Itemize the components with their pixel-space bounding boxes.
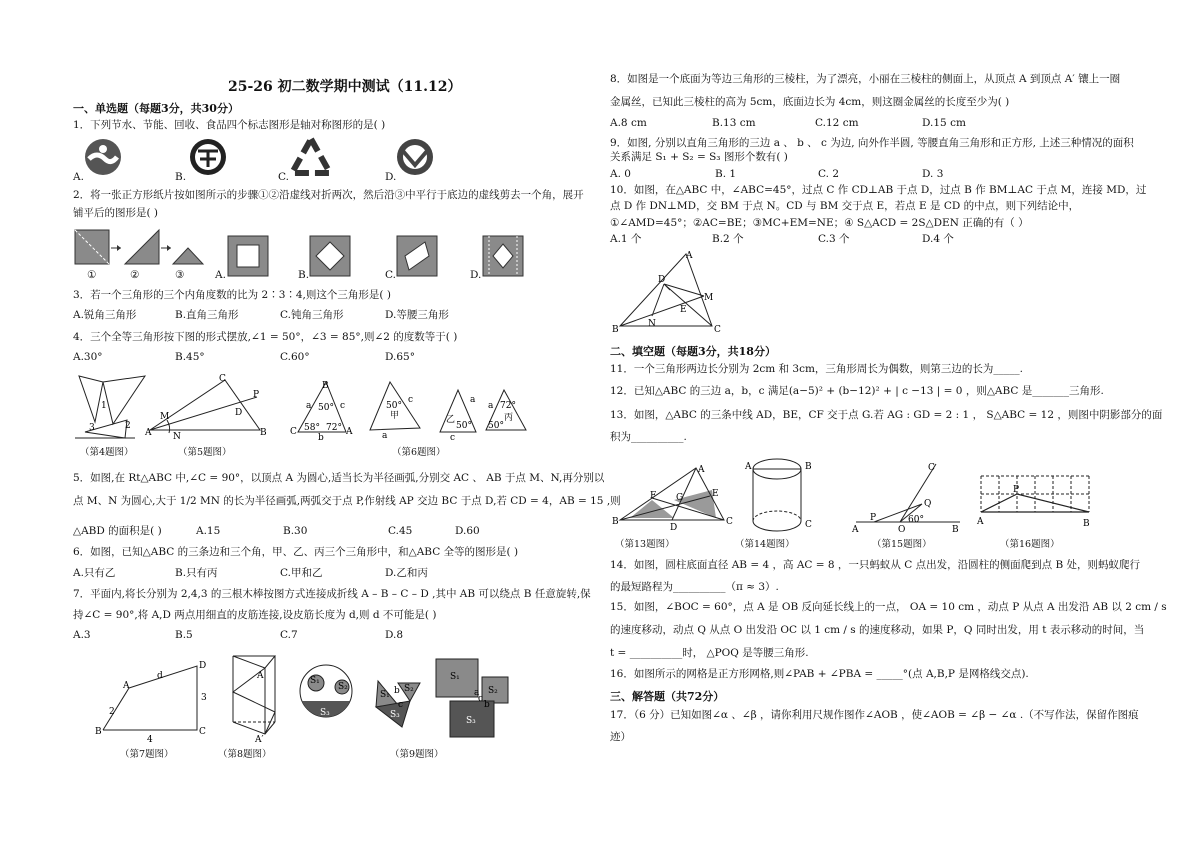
svg-text:O: O [898, 525, 906, 535]
q5-text-line2: 点 M、N 为圆心,大于 1/2 MN 的长为半径画弧,两弧交于点 P,作射线 AP 交边 BC 于点 D,若 CD = 4，AB = 15 ,则 [73, 495, 621, 507]
svg-text:A: A [686, 251, 693, 261]
svg-text:甲: 甲 [390, 411, 400, 421]
svg-text:N: N [173, 432, 181, 442]
q8-figure-caption: （第8题图） [218, 749, 272, 760]
svg-text:S₁: S₁ [310, 676, 320, 686]
q11-text: 11．一个三角形两边长分别为 2cm 和 3cm，三角形周长为偶数，则第三边的长为_____. [610, 363, 1023, 375]
q4-option-c: C.60° [280, 351, 310, 363]
q10-option-b: B.2 个 [712, 233, 744, 245]
svg-text:c: c [398, 700, 404, 710]
svg-text:50°: 50° [456, 421, 472, 431]
q9-figure [298, 655, 538, 740]
q4-option-b: B.45° [175, 351, 205, 363]
q10-option-c: C.3 个 [818, 233, 850, 245]
svg-text:C: C [726, 517, 733, 527]
q15-figure [852, 460, 962, 535]
svg-text:E: E [680, 305, 687, 315]
q9-option-c: C. 2 [818, 168, 840, 180]
svg-text:a: a [474, 688, 480, 698]
section-2-heading: 二、填空题（每题3分，共18分） [610, 345, 776, 358]
q1-option-a: A. [73, 171, 84, 183]
svg-text:S₃: S₃ [320, 708, 330, 718]
q8-figure [225, 652, 285, 744]
svg-text:D: D [658, 275, 666, 285]
svg-text:D: D [199, 661, 207, 671]
q10-text-line2: 点 D 作 DN⊥MD，交 BM 于点 N。CD 与 BM 交于点 E，若点 E 是 CD 的中点，则下列结论中， [610, 200, 1080, 212]
q10-option-a: A.1 个 [610, 233, 642, 245]
q6-figure-caption: （第6题图） [392, 447, 446, 458]
svg-text:P: P [870, 513, 877, 523]
q6-option-d: D.乙和丙 [385, 567, 428, 579]
svg-text:A: A [745, 462, 752, 472]
svg-text:C: C [219, 374, 226, 384]
q13-text-line1: 13．如图，△ABC 的三条中线 AD，BE，CF 交于点 G.若 AG : GD = 2 : 1 ， S△ABC = 12 ，则图中阴影部分的面 [610, 409, 1163, 421]
svg-text:B: B [612, 517, 619, 527]
q16-figure [975, 472, 1095, 532]
q8-option-c: C.12 cm [815, 117, 859, 129]
svg-text:乙: 乙 [446, 415, 456, 425]
q8-option-d: D.15 cm [922, 117, 966, 129]
q8-text-line2: 金属丝，已知此三棱柱的高为 5cm，底面边长为 4cm，则这圈金属丝的长度至少为( ) [610, 96, 1010, 108]
svg-text:4: 4 [147, 735, 153, 745]
svg-text:C: C [290, 427, 297, 437]
q6-option-c: C.甲和乙 [280, 567, 323, 579]
svg-text:B: B [322, 381, 329, 391]
q3-text: 3．若一个三角形的三个内角度数的比为 2∶3∶4,则这个三角形是( ) [73, 289, 391, 301]
q2-option-d-figure [483, 236, 525, 278]
svg-text:G: G [676, 493, 684, 503]
svg-text:E: E [712, 489, 719, 499]
water-saving-logo-icon [83, 137, 123, 177]
svg-text:S₂: S₂ [338, 682, 348, 692]
q7-option-b: B.5 [175, 629, 193, 641]
q7-text-line2: 持∠C = 90°,将 A,D 两点用细直的皮筋连接,设皮筋长度为 d,则 d 不可能是( ) [73, 609, 437, 621]
q5-text-line1: 5．如图,在 Rt△ABC 中,∠C = 90°，以顶点 A 为圆心,适当长为半径画弧,分别交 AC 、 AB 于点 M、N,再分别以 [73, 472, 605, 484]
svg-text:c: c [478, 694, 484, 704]
q8-option-a: A.8 cm [610, 117, 647, 129]
q16-figure-caption: （第16题图） [1000, 539, 1060, 550]
svg-text:58°: 58° [304, 423, 320, 433]
q4-figure [75, 372, 150, 444]
svg-text:A′: A′ [255, 735, 264, 745]
svg-text:A: A [346, 427, 353, 437]
q1-text: 1．下列节水、节能、回收、食品四个标志图形是轴对称图形的是( ) [73, 119, 386, 131]
svg-text:D: D [670, 523, 678, 533]
q2-option-d: D. [470, 269, 482, 281]
page-title: 25-26 初二数学期中测试（11.12） [228, 79, 462, 95]
q5-option-c: C.45 [388, 525, 413, 537]
q8-option-b: B.13 cm [712, 117, 756, 129]
svg-text:A: A [977, 517, 984, 527]
svg-text:C: C [714, 325, 721, 335]
svg-text:B: B [805, 462, 812, 472]
q4-text: 4．三个全等三角形按下图的形式摆放,∠1 = 50°，∠3 = 85°,则∠2 的度数等于( ) [73, 331, 458, 343]
svg-text:P: P [253, 390, 260, 400]
svg-text:A: A [145, 428, 152, 438]
q7-option-c: C.7 [280, 629, 298, 641]
svg-text:S₁: S₁ [380, 690, 390, 700]
q7-figure [93, 658, 213, 745]
q12-text: 12．已知△ABC 的三边 a，b，c 满足(a−5)² + (b−12)² + | c −13 | = 0 ，则△ABC 是_______三角形. [610, 385, 1104, 397]
q4-figure-caption: （第4题图） [80, 447, 134, 458]
svg-text:B: B [260, 428, 267, 438]
svg-text:3: 3 [201, 693, 207, 703]
svg-text:Q: Q [924, 499, 932, 509]
svg-text:b: b [484, 700, 490, 710]
svg-text:B: B [952, 525, 959, 535]
svg-text:a: a [488, 401, 494, 411]
q6-figure [290, 378, 530, 443]
svg-text:A: A [257, 671, 264, 681]
q5-option-b: B.30 [283, 525, 308, 537]
q2-step-2: ② [130, 269, 140, 281]
q5-option-a: A.15 [196, 525, 221, 537]
svg-text:B: B [1083, 519, 1090, 529]
q2-text-line1: 2．将一张正方形纸片按如图所示的步骤①②沿虚线对折两次，然后沿③中平行于底边的虚线剪去一个角，展开 [73, 189, 584, 201]
svg-text:72°: 72° [500, 401, 516, 411]
svg-text:c: c [408, 395, 414, 405]
q4-option-a: A.30° [73, 351, 103, 363]
svg-text:50°: 50° [488, 421, 504, 431]
q9-figure-caption: （第9题图） [390, 749, 444, 760]
svg-text:S₃: S₃ [466, 716, 476, 726]
q3-option-c: C.钝角三角形 [280, 309, 344, 321]
q7-figure-caption: （第7题图） [120, 749, 174, 760]
q9-option-a: A. 0 [610, 168, 631, 180]
svg-text:1: 1 [101, 401, 107, 411]
q14-figure-caption: （第14题图） [735, 539, 795, 550]
q1-option-c: C. [278, 171, 289, 183]
q17-text-line1: 17．（6 分）已知如图∠α 、∠β ，请你利用尺规作图作∠AOB ，使∠AOB = ∠β − ∠α .（不写作法，保留作图痕 [610, 709, 1139, 721]
q10-option-d: D.4 个 [922, 233, 954, 245]
q6-option-b: B.只有丙 [175, 567, 218, 579]
q15-text-line2: 的速度移动，动点 Q 从点 O 出发沿 OC 以 1 cm / s 的速度移动，如果 P，Q 同时出发，用 t 表示移动的时间，当 [610, 624, 1145, 636]
q16-text: 16．如图所示的网格是正方形网格,则∠PAB + ∠PBA = _____°(点 A,B,P 是网格线交点). [610, 668, 1029, 680]
q14-text-line1: 14．如图，圆柱底面直径 AB = 4 ，高 AC = 8 ，一只蚂蚁从 C 点出发，沿圆柱的侧面爬到点 B 处，则蚂蚁爬行 [610, 559, 1141, 571]
q2-option-c-figure [397, 236, 439, 278]
q9-text-line1: 9．如图, 分别以直角三角形的三边 a 、 b 、 c 为边, 向外作半圆, 等腰直角三角形和正方形, 上述三种情况的面积 [610, 137, 1134, 149]
q15-text-line3: t = __________时， △POQ 是等腰三角形. [610, 647, 809, 659]
q14-figure [745, 455, 820, 537]
svg-text:50°: 50° [318, 403, 334, 413]
svg-text:C: C [199, 727, 206, 737]
svg-text:F: F [650, 491, 657, 501]
svg-text:B: B [95, 727, 102, 737]
svg-text:A: A [852, 525, 859, 535]
q3-option-a: A.锐角三角形 [73, 309, 137, 321]
q5-figure [145, 375, 270, 440]
svg-text:S₂: S₂ [488, 686, 498, 696]
q5-option-d: D.60 [455, 525, 480, 537]
q10-text-line3: ①∠AMD=45°；②AC=BE；③MC+EM=NE；④ S△ACD = 2S△DEN 正确的有（ ） [610, 217, 1029, 229]
q7-option-a: A.3 [73, 629, 91, 641]
q1-option-d: D. [385, 171, 397, 183]
svg-text:S₃: S₃ [390, 710, 400, 720]
section-1-heading: 一、单选题（每题3分，共30分） [73, 102, 239, 115]
svg-text:a: a [470, 395, 476, 405]
q5-figure-caption: （第5题图） [178, 447, 232, 458]
q1-option-b: B. [175, 171, 187, 183]
svg-text:P: P [1013, 485, 1020, 495]
q2-option-b: B. [298, 269, 310, 281]
q5-text-line3: △ABD 的面积是( ) [73, 525, 162, 537]
q17-text-line2: 迹） [610, 731, 631, 743]
q8-text-line1: 8．如图是一个底面为等边三角形的三棱柱，为了漂亮，小丽在三棱柱的侧面上，从顶点 A 到顶点 A′ 镶上一圈 [610, 73, 1121, 85]
q2-text-line2: 铺平后的图形是( ) [73, 207, 159, 219]
svg-text:3: 3 [89, 423, 95, 433]
q2-step-3: ③ [175, 269, 185, 281]
q2-option-b-figure [310, 236, 352, 278]
svg-text:a: a [306, 401, 312, 411]
svg-text:2: 2 [125, 421, 131, 431]
q15-text-line1: 15．如图，∠BOC = 60°，点 A 是 OB 反向延长线上的一点， OA = 10 cm ，动点 P 从点 A 出发沿 AB 以 2 cm / s [610, 601, 1167, 613]
svg-text:d: d [157, 671, 163, 681]
svg-text:S₂: S₂ [404, 684, 414, 694]
recycle-logo-icon [290, 137, 332, 177]
q2-step-1: ① [87, 269, 97, 281]
q3-option-b: B.直角三角形 [175, 309, 239, 321]
food-logo-icon [395, 137, 435, 177]
svg-text:c: c [450, 433, 456, 443]
svg-text:b: b [318, 433, 324, 443]
q2-option-c: C. [385, 269, 396, 281]
q6-option-a: A.只有乙 [73, 567, 116, 579]
svg-text:D: D [235, 408, 243, 418]
q13-figure [612, 460, 737, 533]
svg-text:b: b [394, 686, 400, 696]
svg-text:M: M [704, 293, 714, 303]
svg-text:M: M [160, 412, 170, 422]
q7-option-d: D.8 [385, 629, 404, 641]
svg-text:N: N [648, 319, 656, 329]
q10-text-line1: 10．如图，在△ABC 中，∠ABC=45°，过点 C 作 CD⊥AB 于点 D，过点 B 作 BM⊥AC 于点 M，连接 MD，过 [610, 184, 1147, 196]
svg-text:C: C [805, 520, 812, 530]
section-3-heading: 三、解答题（共72分） [610, 690, 725, 703]
svg-text:c: c [340, 401, 346, 411]
q7-text-line1: 7．平面内,将长分别为 2,4,3 的三根木棒按图方式连接成折线 A – B – C – D ,其中 AB 可以绕点 B 任意旋转,保 [73, 588, 591, 600]
svg-text:A: A [698, 465, 705, 475]
q9-text-line2: 关系满足 S₁ + S₂ = S₃ 图形个数有( ) [610, 151, 788, 163]
q2-option-a: A. [215, 269, 226, 281]
q3-option-d: D.等腰三角形 [385, 309, 449, 321]
svg-text:丙: 丙 [504, 413, 514, 423]
svg-text:A: A [123, 681, 130, 691]
svg-text:60°: 60° [908, 515, 924, 525]
q6-text: 6．如图，已知△ABC 的三条边和三个角，甲、乙、丙三个三角形中，和△ABC 全等的图形是( ) [73, 546, 519, 558]
q14-text-line2: 的最短路程为__________（π ≈ 3）. [610, 581, 779, 593]
q13-figure-caption: （第13题图） [615, 539, 675, 550]
q2-folding-steps-figure [75, 230, 205, 268]
svg-text:2: 2 [109, 707, 115, 717]
svg-text:C: C [928, 463, 935, 473]
q9-option-b: B. 1 [715, 168, 737, 180]
q13-text-line2: 积为__________. [610, 431, 687, 443]
q10-figure [612, 250, 727, 336]
energy-saving-logo-icon [188, 137, 228, 177]
svg-text:a: a [382, 431, 388, 441]
q2-option-a-figure [228, 236, 270, 278]
svg-text:B: B [612, 325, 619, 335]
svg-text:50°: 50° [386, 401, 402, 411]
q4-option-d: D.65° [385, 351, 415, 363]
svg-text:S₁: S₁ [450, 672, 460, 682]
q15-figure-caption: （第15题图） [872, 539, 932, 550]
q9-option-d: D. 3 [922, 168, 944, 180]
svg-text:72°: 72° [326, 423, 342, 433]
